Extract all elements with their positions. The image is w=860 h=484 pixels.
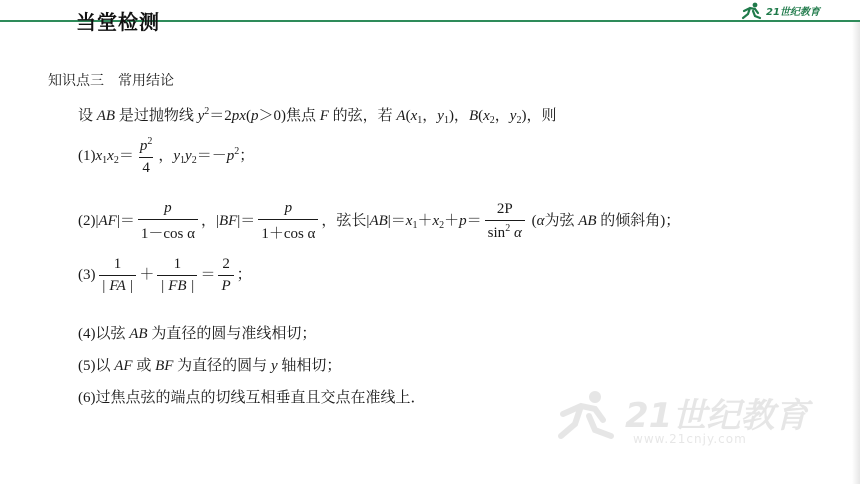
- formula-1: $(1)x_1x_2=$ $\frac{p^2}{4}$ ，$y_1y_2=-p^2$；: [78, 136, 255, 176]
- fraction: $\frac{1}{| FA |}$: [99, 256, 137, 295]
- brand-logo: [740, 2, 832, 20]
- fraction: $\frac{p}{\text{1＋cos α}}$: [258, 200, 318, 243]
- conclusion-5: (5)以 AF 或 BF 为直径的圆与 y 轴相切；: [78, 358, 342, 374]
- conclusion-4: (4)以弦 AB 为直径的圆与准线相切；: [78, 326, 317, 342]
- runner-icon: [740, 2, 764, 20]
- section-heading: 知识点三 常用结论: [48, 73, 174, 89]
- fraction: $\frac{2P}{\sin^2 \alpha}$: [485, 201, 525, 242]
- watermark-url: www.21cnjy.com: [633, 432, 747, 446]
- fraction: $\frac{p}{\text{1－cos α}}$: [138, 200, 198, 243]
- fraction: $\frac{p^2}{4}$: [139, 136, 153, 176]
- page-title: 当堂检测: [76, 10, 160, 34]
- fraction: $\frac{1}{| FB |}$: [157, 256, 197, 295]
- fraction: $\frac{2}{P}$: [218, 256, 233, 295]
- watermark: [555, 388, 809, 449]
- runner-watermark-icon: [555, 388, 619, 444]
- slide-edge-shadow: [852, 22, 860, 484]
- formula-2: (2)|AF|＝ $\frac{p}{\text{1－cos α}}$ ，|BF|＝ $\frac{p}{\text{1＋cos α}}$ ，弦长$|AB|=x_1+x_2+p=$ $\frac{2P}{\sin^2 \alpha}$ (α为弦 AB 的倾斜角)；: [78, 200, 681, 242]
- logo-text: 21世纪教育: [766, 7, 820, 18]
- watermark-text: 21世纪教育: [625, 396, 809, 436]
- intro-statement: 设 AB 是过抛物线 $y^2=2px(p>0)$焦点 F 的弦，若 $A(x_1$，$y_1$)，$B(x_2$，$y_2$)，则: [78, 106, 557, 126]
- formula-3: (3) $\frac{1}{| FA |}$ ＋ $\frac{1}{| FB |}$ ＝ $\frac{2}{P}$ ；: [78, 256, 252, 294]
- conclusion-6: (6)过焦点弦的端点的切线互相垂直且交点在准线上．: [78, 390, 426, 406]
